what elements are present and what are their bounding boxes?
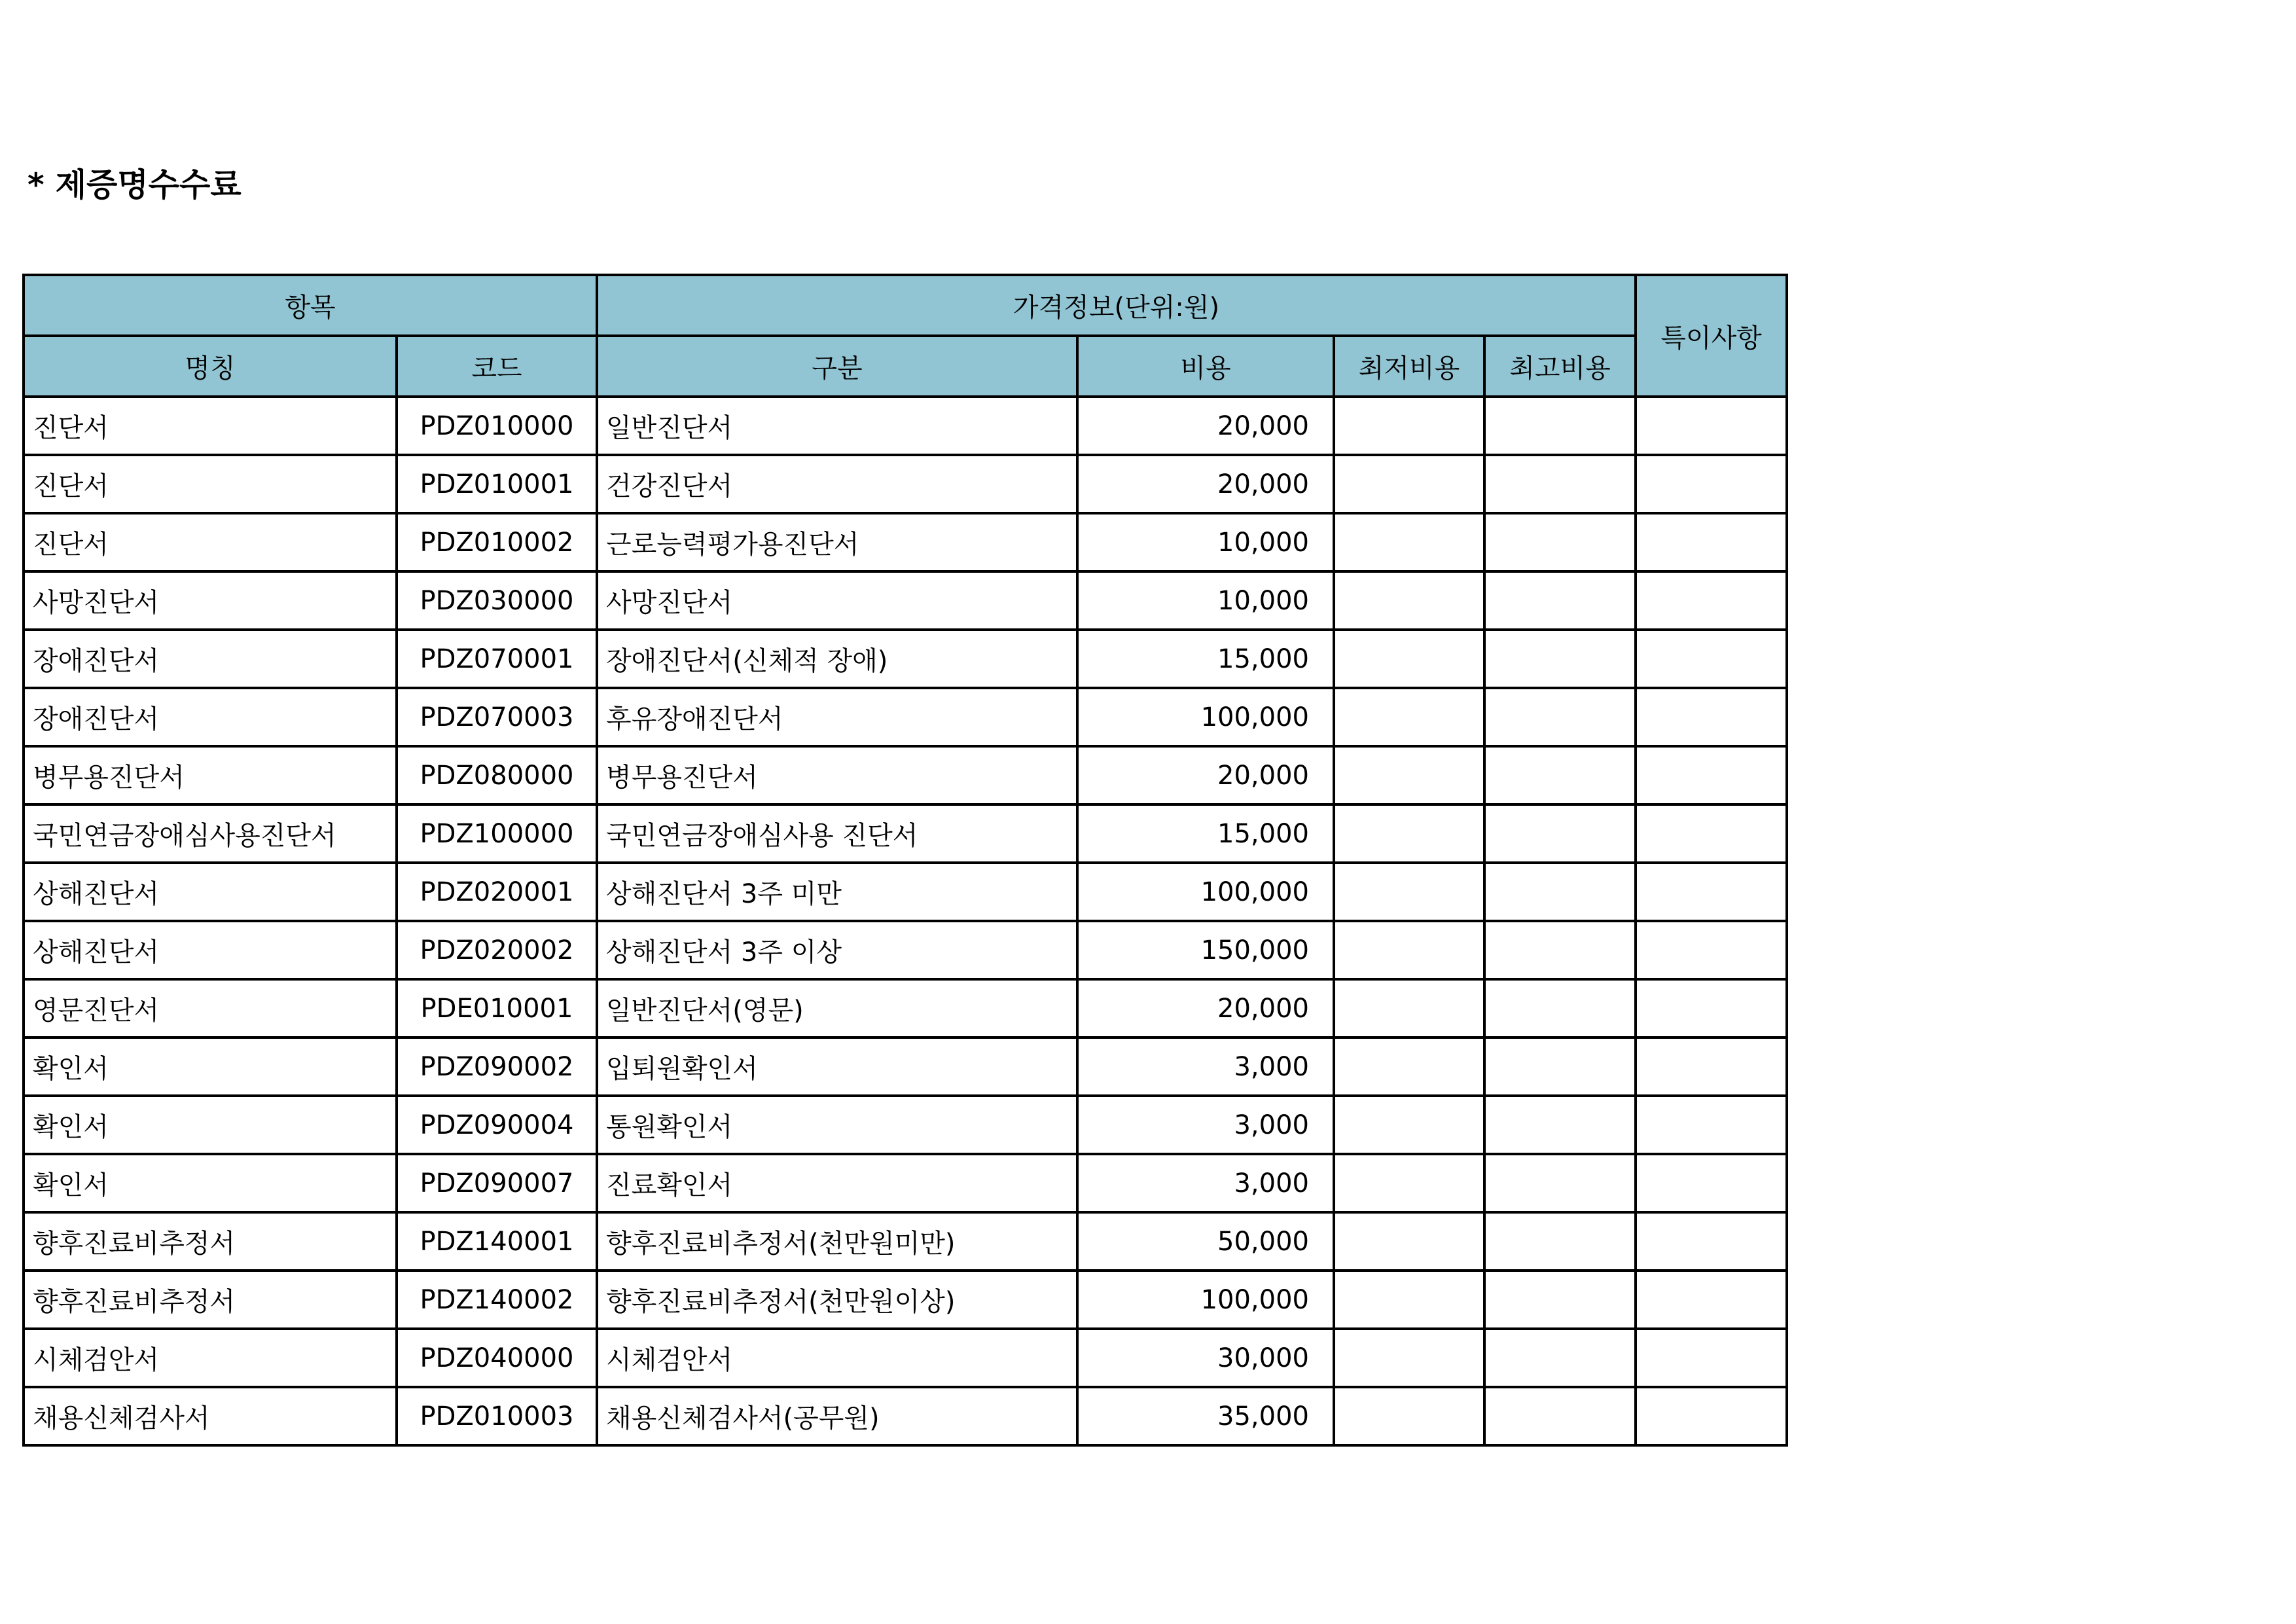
code-cell: PDZ070003 xyxy=(397,688,597,746)
remarks-cell xyxy=(1636,979,1787,1038)
remarks-cell xyxy=(1636,804,1787,863)
min-cost-cell xyxy=(1334,1329,1484,1387)
category-cell: 채용신체검사서(공무원) xyxy=(597,1387,1077,1445)
max-cost-cell xyxy=(1484,455,1636,513)
cost-cell: 15,000 xyxy=(1077,630,1334,688)
cost-cell: 20,000 xyxy=(1077,979,1334,1038)
table-row xyxy=(24,1387,1787,1445)
table-row xyxy=(24,1271,1787,1329)
remarks-cell xyxy=(1636,455,1787,513)
remarks-cell xyxy=(1636,630,1787,688)
header-code: 코드 xyxy=(397,336,597,397)
table-row xyxy=(24,513,1787,571)
code-cell: PDZ080000 xyxy=(397,746,597,804)
table-row xyxy=(24,746,1787,804)
remarks-cell xyxy=(1636,1329,1787,1387)
table-row xyxy=(24,397,1787,455)
category-cell: 병무용진단서 xyxy=(597,746,1077,804)
remarks-cell xyxy=(1636,1096,1787,1154)
min-cost-cell xyxy=(1334,804,1484,863)
table-row xyxy=(24,1154,1787,1212)
min-cost-cell xyxy=(1334,979,1484,1038)
remarks-cell xyxy=(1636,1154,1787,1212)
remarks-cell xyxy=(1636,397,1787,455)
cost-cell: 35,000 xyxy=(1077,1387,1334,1445)
header-item-group: 항목 xyxy=(24,275,597,336)
name-cell: 상해진단서 xyxy=(24,921,397,979)
cost-cell: 20,000 xyxy=(1077,397,1334,455)
remarks-cell xyxy=(1636,746,1787,804)
min-cost-cell xyxy=(1334,1096,1484,1154)
code-cell: PDZ010002 xyxy=(397,513,597,571)
cost-cell: 10,000 xyxy=(1077,513,1334,571)
min-cost-cell xyxy=(1334,571,1484,630)
name-cell: 향후진료비추정서 xyxy=(24,1212,397,1271)
name-cell: 확인서 xyxy=(24,1154,397,1212)
category-cell: 향후진료비추정서(천만원미만) xyxy=(597,1212,1077,1271)
max-cost-cell xyxy=(1484,513,1636,571)
name-cell: 확인서 xyxy=(24,1038,397,1096)
table-row xyxy=(24,1329,1787,1387)
category-cell: 시체검안서 xyxy=(597,1329,1077,1387)
max-cost-cell xyxy=(1484,688,1636,746)
max-cost-cell xyxy=(1484,630,1636,688)
code-cell: PDZ010003 xyxy=(397,1387,597,1445)
name-cell: 채용신체검사서 xyxy=(24,1387,397,1445)
group-header-row xyxy=(24,275,1787,336)
header-min-cost: 최저비용 xyxy=(1334,336,1484,397)
max-cost-cell xyxy=(1484,746,1636,804)
code-cell: PDZ090007 xyxy=(397,1154,597,1212)
cost-cell: 100,000 xyxy=(1077,1271,1334,1329)
remarks-cell xyxy=(1636,863,1787,921)
name-cell: 진단서 xyxy=(24,397,397,455)
name-cell: 진단서 xyxy=(24,513,397,571)
category-cell: 근로능력평가용진단서 xyxy=(597,513,1077,571)
max-cost-cell xyxy=(1484,1329,1636,1387)
max-cost-cell xyxy=(1484,1212,1636,1271)
category-cell: 일반진단서 xyxy=(597,397,1077,455)
min-cost-cell xyxy=(1334,746,1484,804)
name-cell: 국민연금장애심사용진단서 xyxy=(24,804,397,863)
table-row xyxy=(24,455,1787,513)
code-cell: PDZ140001 xyxy=(397,1212,597,1271)
code-cell: PDZ030000 xyxy=(397,571,597,630)
name-cell: 장애진단서 xyxy=(24,630,397,688)
max-cost-cell xyxy=(1484,1154,1636,1212)
name-cell: 진단서 xyxy=(24,455,397,513)
code-cell: PDZ140002 xyxy=(397,1271,597,1329)
max-cost-cell xyxy=(1484,979,1636,1038)
table-row xyxy=(24,571,1787,630)
header-price-info-group: 가격정보(단위:원) xyxy=(597,275,1636,336)
max-cost-cell xyxy=(1484,863,1636,921)
page-title: * 제증명수수료 xyxy=(27,166,242,204)
cost-cell: 50,000 xyxy=(1077,1212,1334,1271)
category-cell: 일반진단서(영문) xyxy=(597,979,1077,1038)
name-cell: 시체검안서 xyxy=(24,1329,397,1387)
name-cell: 장애진단서 xyxy=(24,688,397,746)
code-cell: PDZ090004 xyxy=(397,1096,597,1154)
remarks-cell xyxy=(1636,513,1787,571)
cost-cell: 15,000 xyxy=(1077,804,1334,863)
code-cell: PDZ010001 xyxy=(397,455,597,513)
category-cell: 진료확인서 xyxy=(597,1154,1077,1212)
min-cost-cell xyxy=(1334,921,1484,979)
name-cell: 확인서 xyxy=(24,1096,397,1154)
name-cell: 영문진단서 xyxy=(24,979,397,1038)
name-cell: 사망진단서 xyxy=(24,571,397,630)
category-cell: 상해진단서 3주 미만 xyxy=(597,863,1077,921)
remarks-cell xyxy=(1636,1212,1787,1271)
column-header-row xyxy=(24,336,1787,397)
name-cell: 상해진단서 xyxy=(24,863,397,921)
table-row xyxy=(24,1212,1787,1271)
min-cost-cell xyxy=(1334,513,1484,571)
code-cell: PDZ010000 xyxy=(397,397,597,455)
remarks-cell xyxy=(1636,921,1787,979)
cost-cell: 3,000 xyxy=(1077,1096,1334,1154)
cost-cell: 20,000 xyxy=(1077,455,1334,513)
table-row xyxy=(24,1038,1787,1096)
remarks-cell xyxy=(1636,571,1787,630)
min-cost-cell xyxy=(1334,1038,1484,1096)
category-cell: 상해진단서 3주 이상 xyxy=(597,921,1077,979)
name-cell: 병무용진단서 xyxy=(24,746,397,804)
max-cost-cell xyxy=(1484,1038,1636,1096)
min-cost-cell xyxy=(1334,1271,1484,1329)
cost-cell: 3,000 xyxy=(1077,1038,1334,1096)
max-cost-cell xyxy=(1484,804,1636,863)
code-cell: PDZ100000 xyxy=(397,804,597,863)
category-cell: 사망진단서 xyxy=(597,571,1077,630)
cost-cell: 10,000 xyxy=(1077,571,1334,630)
min-cost-cell xyxy=(1334,1387,1484,1445)
fee-table xyxy=(22,274,1788,1447)
header-cost: 비용 xyxy=(1077,336,1334,397)
fee-table-body xyxy=(24,397,1787,1445)
min-cost-cell xyxy=(1334,455,1484,513)
min-cost-cell xyxy=(1334,1212,1484,1271)
remarks-cell xyxy=(1636,1038,1787,1096)
max-cost-cell xyxy=(1484,571,1636,630)
code-cell: PDZ020002 xyxy=(397,921,597,979)
table-row xyxy=(24,688,1787,746)
min-cost-cell xyxy=(1334,863,1484,921)
table-row xyxy=(24,1096,1787,1154)
max-cost-cell xyxy=(1484,1096,1636,1154)
header-remarks: 특이사항 xyxy=(1636,275,1787,397)
min-cost-cell xyxy=(1334,397,1484,455)
table-row xyxy=(24,630,1787,688)
max-cost-cell xyxy=(1484,921,1636,979)
cost-cell: 30,000 xyxy=(1077,1329,1334,1387)
table-row xyxy=(24,921,1787,979)
table-row xyxy=(24,804,1787,863)
remarks-cell xyxy=(1636,1271,1787,1329)
header-name: 명칭 xyxy=(24,336,397,397)
code-cell: PDE010001 xyxy=(397,979,597,1038)
category-cell: 향후진료비추정서(천만원이상) xyxy=(597,1271,1077,1329)
cost-cell: 150,000 xyxy=(1077,921,1334,979)
category-cell: 건강진단서 xyxy=(597,455,1077,513)
code-cell: PDZ070001 xyxy=(397,630,597,688)
table-row xyxy=(24,979,1787,1038)
min-cost-cell xyxy=(1334,1154,1484,1212)
code-cell: PDZ090002 xyxy=(397,1038,597,1096)
code-cell: PDZ040000 xyxy=(397,1329,597,1387)
max-cost-cell xyxy=(1484,397,1636,455)
min-cost-cell xyxy=(1334,630,1484,688)
category-cell: 입퇴원확인서 xyxy=(597,1038,1077,1096)
cost-cell: 100,000 xyxy=(1077,688,1334,746)
remarks-cell xyxy=(1636,688,1787,746)
min-cost-cell xyxy=(1334,688,1484,746)
max-cost-cell xyxy=(1484,1387,1636,1445)
category-cell: 통원확인서 xyxy=(597,1096,1077,1154)
cost-cell: 20,000 xyxy=(1077,746,1334,804)
cost-cell: 3,000 xyxy=(1077,1154,1334,1212)
header-category: 구분 xyxy=(597,336,1077,397)
category-cell: 장애진단서(신체적 장애) xyxy=(597,630,1077,688)
table-row xyxy=(24,863,1787,921)
category-cell: 후유장애진단서 xyxy=(597,688,1077,746)
name-cell: 향후진료비추정서 xyxy=(24,1271,397,1329)
remarks-cell xyxy=(1636,1387,1787,1445)
max-cost-cell xyxy=(1484,1271,1636,1329)
category-cell: 국민연금장애심사용 진단서 xyxy=(597,804,1077,863)
header-max-cost: 최고비용 xyxy=(1484,336,1636,397)
cost-cell: 100,000 xyxy=(1077,863,1334,921)
code-cell: PDZ020001 xyxy=(397,863,597,921)
